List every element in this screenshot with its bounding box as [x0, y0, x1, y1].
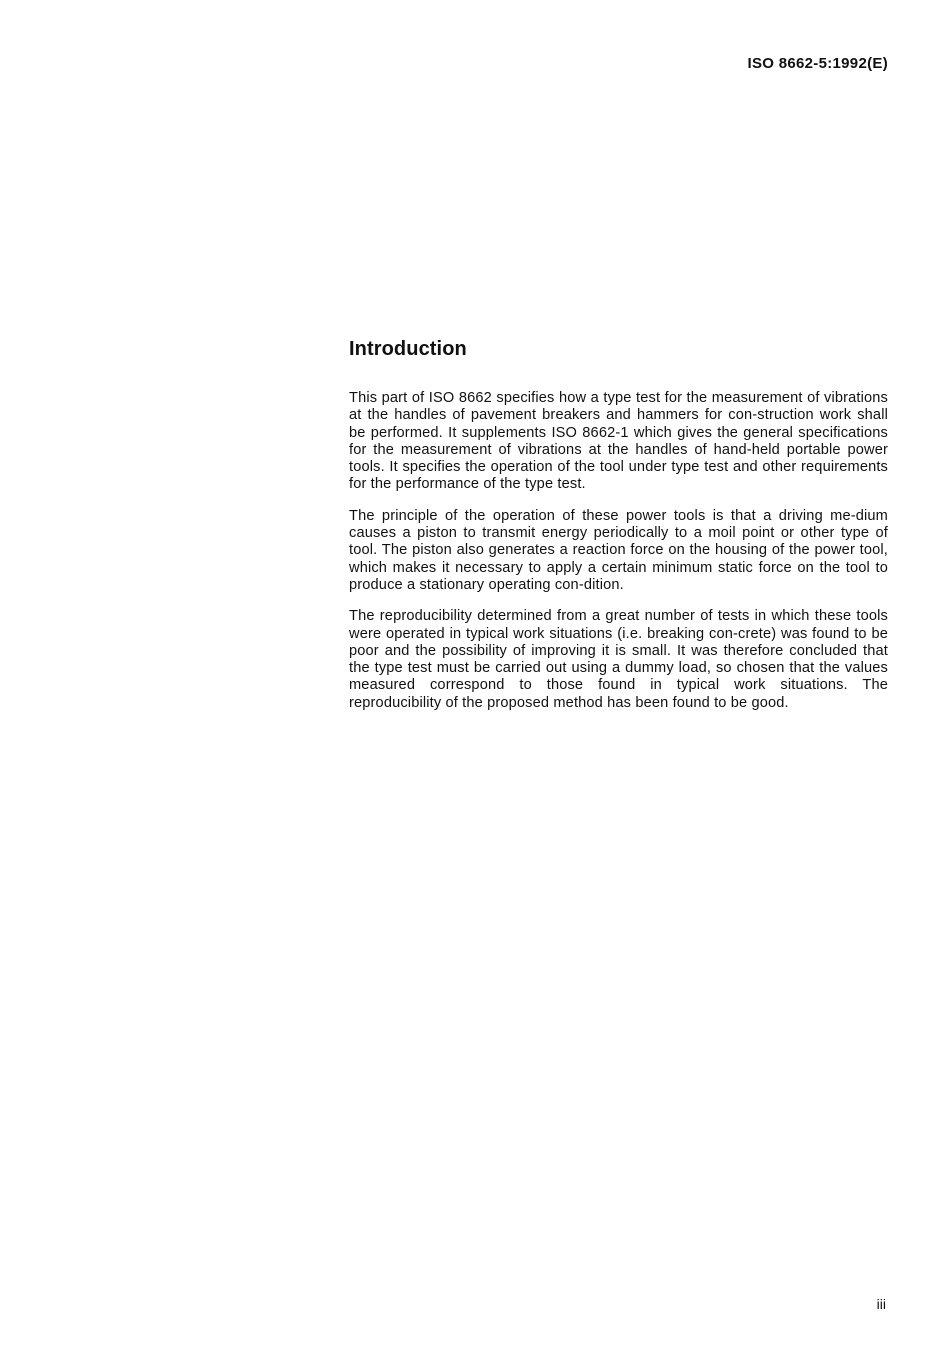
section-heading: Introduction	[349, 338, 467, 360]
introduction-section	[349, 338, 888, 726]
document-identifier: ISO 8662-5:1992(E)	[747, 55, 888, 72]
paragraph-scope: This part of ISO 8662 specifies how a type test for the measurement of vibrations at the handles of pavement breakers and hammers for con-struction work shall be performed. It supplements ISO 8662-1 which gives the general specifications for the measurement of vibrations at the handles of hand-held portable power tools. It specifies the operation of the tool under type test and other requirements for the performance of the type test.	[349, 390, 888, 493]
paragraph-principle: The principle of the operation of these power tools is that a driving me-dium causes a piston to transmit energy periodically to a moil point or other type of tool. The piston also generates a reaction force on the housing of the power tool, which makes it necessary to apply a certain minimum static force on the tool to produce a stationary operating con-dition.	[349, 507, 888, 593]
page-number: iii	[876, 1296, 886, 1312]
paragraph-reproducibility: The reproducibility determined from a great number of tests in which these tools were operated in typical work situations (i.e. breaking con-crete) was found to be poor and the possibility of improving it is small. It was therefore concluded that the type test must be carried out using a dummy load, so chosen that the values measured correspond to those found in typical work situations. The reproducibility of the proposed method has been found to be good.	[349, 608, 888, 711]
